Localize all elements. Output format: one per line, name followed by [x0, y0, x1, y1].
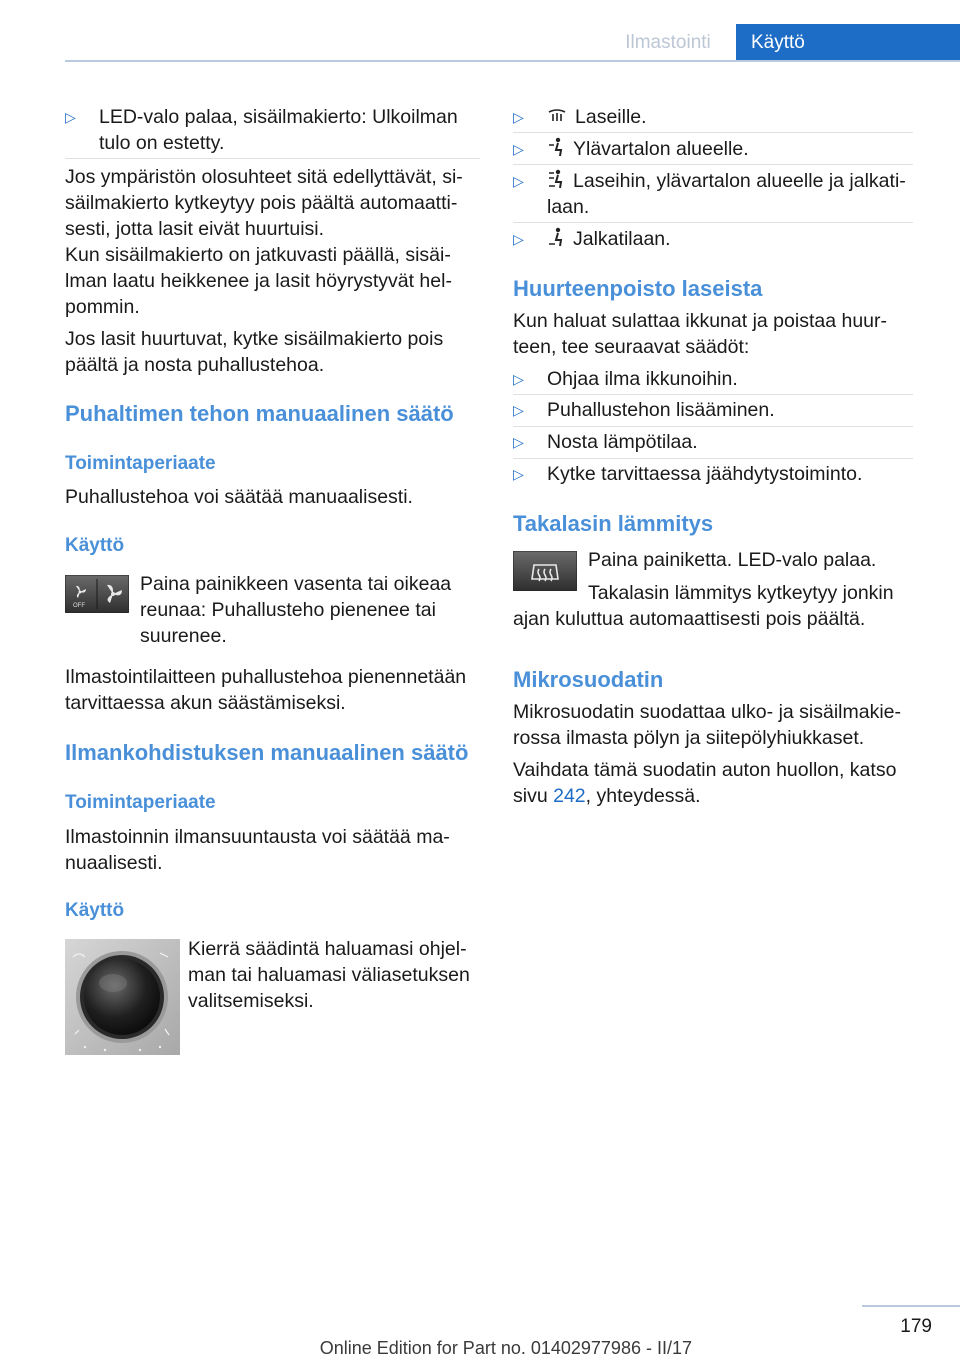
divider	[513, 222, 913, 223]
section-heading: Puhaltimen tehon manuaalinen säätö	[65, 401, 454, 426]
list-item: ▷ Laseihin, ylävartalon alueelle ja jalkatilaan.	[513, 170, 906, 218]
section-heading: Takalasin lämmitys	[513, 511, 714, 536]
paragraph: Vaihdata tämä suodatin auton huollon, katso sivu 242, yhteydessä.	[513, 759, 897, 807]
windshield-body-foot-air-icon	[547, 169, 565, 189]
paragraph: Ilmastointilaitteen puhallustehoa pienennetään tarvittaessa akun säästämiseksi.	[65, 666, 467, 714]
paragraph: Mikrosuodatin suodattaa ulko- ja sisäilmakierossa ilmasta pölyn ja siitepölyhiukkaset.	[513, 701, 902, 749]
bullet-triangle-icon: ▷	[513, 402, 524, 418]
list-item: ▷ Jalkatilaan.	[513, 228, 671, 250]
section-heading: Mikrosuodatin	[513, 667, 664, 692]
divider	[513, 394, 913, 395]
blower-button-image	[65, 575, 129, 613]
list-item: ▷ Ylävartalon alueelle.	[513, 138, 749, 160]
bullet-triangle-icon: ▷	[513, 141, 524, 157]
footer-rule	[862, 1305, 960, 1307]
paragraph: Kierrä säädintä haluamasi ohjelman tai haluamasi väliasetuksen valitsemiseksi.	[188, 938, 470, 1012]
subheading: Käyttö	[65, 900, 125, 921]
upper-body-air-icon	[547, 137, 565, 157]
divider	[513, 426, 913, 427]
section-heading: Ilmankohdistuksen manuaalinen säätö	[65, 740, 469, 765]
bullet-triangle-icon: ▷	[513, 109, 524, 125]
divider	[513, 458, 913, 459]
paragraph: Ilmastoinnin ilmansuuntausta voi säätää manuaalisesti.	[65, 826, 450, 874]
header-rule	[65, 60, 960, 62]
paragraph: Kun sisäilmakierto on jatkuvasti päällä, sisäilman laatu heikkenee ja lasit höyrystyvät helpommin.	[65, 244, 452, 318]
bullet-triangle-icon: ▷	[513, 466, 524, 482]
paragraph: Takalasin lämmitys kytkeytyy jonkin ajan kuluttua automaattisesti pois päältä.	[513, 582, 894, 630]
blower-off-label: OFF	[73, 603, 85, 609]
list-item: ▷ Nosta lämpötilaa.	[513, 431, 698, 453]
bullet-triangle-icon: ▷	[513, 434, 524, 450]
subheading: Toimintaperiaate	[65, 453, 216, 474]
list-item: ▷ Ohjaa ilma ikkunoihin.	[513, 368, 738, 390]
paragraph: Kun haluat sulattaa ikkunat ja poistaa huurteen, tee seuraavat säädöt:	[513, 310, 888, 358]
edition-label: Online Edition for Part no. 01402977986 - II/17	[319, 1338, 692, 1358]
paragraph: Paina painikkeen vasenta tai oikeaa reunaa: Puhallusteho pienenee tai suurenee.	[140, 573, 452, 647]
list-item: ▷ Puhallustehon lisääminen.	[513, 399, 775, 421]
list-item: ▷ Kytke tarvittaessa jäähdytystoiminto.	[513, 463, 863, 485]
bullet-triangle-icon: ▷	[513, 371, 524, 387]
bullet-triangle-icon: ▷	[513, 231, 524, 247]
paragraph: Paina painiketta. LED-valo palaa.	[588, 549, 877, 571]
list-item: ▷ Laseille.	[513, 106, 647, 128]
divider	[65, 158, 480, 159]
paragraph: Jos ympäristön olosuhteet sitä edellyttävät, sisäilmakierto kytkeytyy pois päältä automaattisesti, jotta lasit eivät huurtuisi.	[65, 166, 463, 240]
windshield-air-icon	[547, 107, 567, 125]
subheading: Toimintaperiaate	[65, 792, 216, 813]
air-distribution-knob	[65, 939, 180, 1055]
header-section-title: Ilmastointi	[625, 32, 711, 53]
page-number: 179	[900, 1316, 932, 1337]
subheading: Käyttö	[65, 535, 125, 556]
list-item: ▷ LED-valo palaa, sisäilmakierto: Ulkoilman tulo on estetty.	[65, 106, 458, 154]
paragraph: Jos lasit huurtuvat, kytke sisäilmakierto pois päältä ja nosta puhallustehoa.	[65, 328, 444, 376]
bullet-triangle-icon: ▷	[513, 173, 524, 189]
section-heading: Huurteenpoisto laseista	[513, 276, 763, 301]
footwell-air-icon	[547, 227, 565, 247]
divider	[513, 132, 913, 133]
divider	[513, 164, 913, 165]
page-link[interactable]: 242	[553, 785, 586, 807]
bullet-triangle-icon: ▷	[65, 109, 76, 125]
header-tab-active: Käyttö	[736, 24, 960, 61]
paragraph: Puhallustehoa voi säätää manuaalisesti.	[65, 486, 413, 508]
